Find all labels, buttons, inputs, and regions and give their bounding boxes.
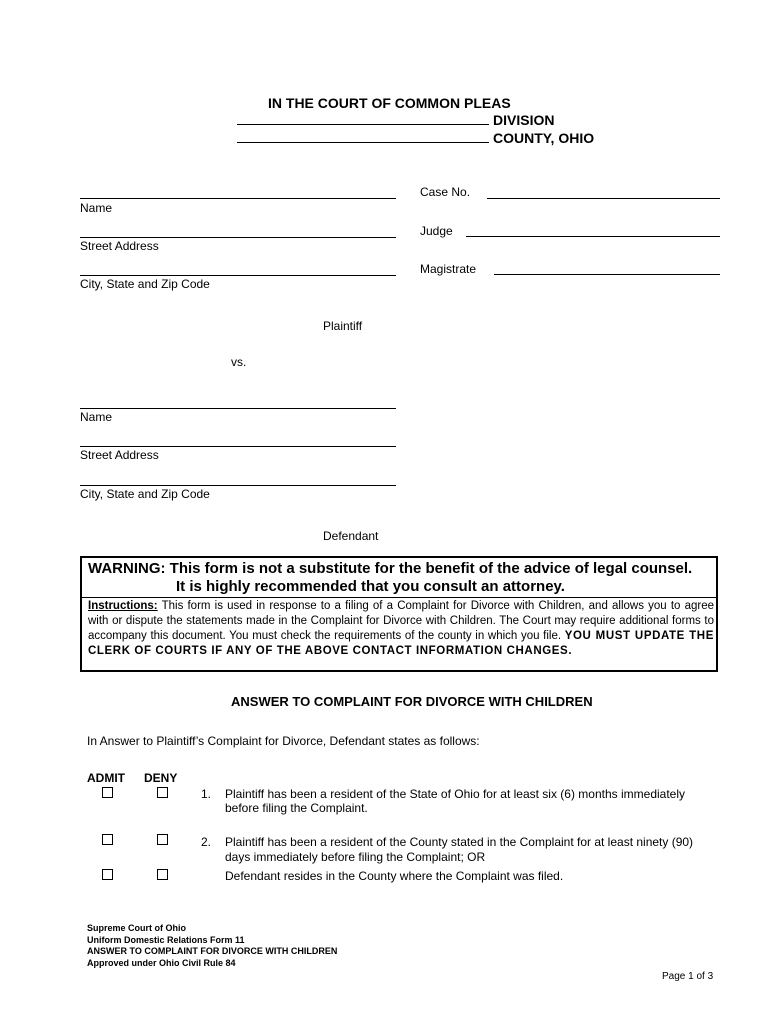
- deny-checkbox-1[interactable]: [157, 787, 168, 798]
- county-label: COUNTY, OHIO: [493, 130, 595, 146]
- magistrate-label: Magistrate: [420, 262, 477, 276]
- deny-checkbox-3[interactable]: [157, 869, 168, 880]
- defendant-role: Defendant: [323, 529, 379, 543]
- footer-form-title: ANSWER TO COMPLAINT FOR DIVORCE WITH CHILDREN: [87, 946, 338, 956]
- instructions-update-notice: YOU MUST UPDATE THE CLERK OF COURTS IF ANY OF THE ABOVE CONTACT INFORMATION CHANGES.: [88, 630, 714, 657]
- division-line: [237, 111, 554, 129]
- plaintiff-city-label: City, State and Zip Code: [80, 277, 210, 291]
- warning-line-1: WARNING: This form is not a substitute for the benefit of the advice of legal counsel.: [88, 560, 693, 577]
- magistrate-field[interactable]: [494, 274, 720, 275]
- instructions-body: This form is used in response to a filing of a Complaint for Divorce with Children, and allows you to agree with or dispute the statements made in the Complaint for Divorce with Children. The Court may require additional forms to accompany this document. You must check the requirements of the county in which you file.: [88, 600, 714, 642]
- plaintiff-city-field[interactable]: [80, 275, 396, 276]
- plaintiff-name-label: Name: [80, 201, 113, 215]
- admit-checkbox-1[interactable]: [102, 787, 113, 798]
- plaintiff-role: Plaintiff: [323, 319, 363, 333]
- county-line: [237, 129, 594, 147]
- judge-field[interactable]: [466, 236, 720, 237]
- warning-box: [80, 556, 718, 672]
- footer-court: Supreme Court of Ohio: [87, 923, 186, 933]
- plaintiff-street-field[interactable]: [80, 237, 396, 238]
- case-no-field[interactable]: [487, 198, 720, 199]
- item-text-2-line-1: Plaintiff has been a resident of the County stated in the Complaint for at least ninety (90): [225, 835, 694, 849]
- item-text-2-line-2: days immediately before filing the Complaint; OR: [225, 850, 486, 864]
- versus-label: vs.: [231, 355, 247, 369]
- court-title: IN THE COURT OF COMMON PLEAS: [268, 95, 511, 111]
- item-number-2: 2.: [201, 835, 212, 849]
- plaintiff-street-label: Street Address: [80, 239, 159, 253]
- defendant-name-label: Name: [80, 410, 113, 424]
- defendant-name-field[interactable]: [80, 408, 396, 409]
- judge-label: Judge: [420, 224, 453, 238]
- warning-line-2: It is highly recommended that you consult an attorney.: [176, 578, 565, 595]
- defendant-city-field[interactable]: [80, 485, 396, 486]
- plaintiff-name-field[interactable]: [80, 198, 396, 199]
- footer-form-number: Uniform Domestic Relations Form 11: [87, 935, 245, 945]
- item-text-1-line-2: before filing the Complaint.: [225, 801, 368, 815]
- defendant-street-field[interactable]: [80, 446, 396, 447]
- case-no-label: Case No.: [420, 185, 471, 199]
- defendant-street-label: Street Address: [80, 448, 159, 462]
- admit-column-header: ADMIT: [87, 771, 125, 785]
- instructions-text: [88, 599, 714, 659]
- form-title: ANSWER TO COMPLAINT FOR DIVORCE WITH CHILDREN: [231, 694, 593, 709]
- instructions-label: Instructions:: [88, 600, 158, 612]
- defendant-city-label: City, State and Zip Code: [80, 487, 210, 501]
- intro-text: In Answer to Plaintiff’s Complaint for Divorce, Defendant states as follows:: [87, 734, 480, 748]
- county-blank[interactable]: [237, 129, 489, 143]
- warning-header: [82, 558, 716, 598]
- admit-checkbox-2[interactable]: [102, 834, 113, 845]
- division-blank[interactable]: [237, 111, 489, 125]
- division-label: DIVISION: [493, 112, 555, 128]
- page-number: Page 1 of 3: [662, 971, 714, 982]
- deny-column-header: DENY: [144, 771, 178, 785]
- item-text-1-line-1: Plaintiff has been a resident of the State of Ohio for at least six (6) months immediately: [225, 787, 686, 801]
- item-number-1: 1.: [201, 787, 212, 801]
- footer-approval: Approved under Ohio Civil Rule 84: [87, 958, 236, 968]
- deny-checkbox-2[interactable]: [157, 834, 168, 845]
- admit-checkbox-3[interactable]: [102, 869, 113, 880]
- item-text-3-line-1: Defendant resides in the County where the Complaint was filed.: [225, 869, 564, 883]
